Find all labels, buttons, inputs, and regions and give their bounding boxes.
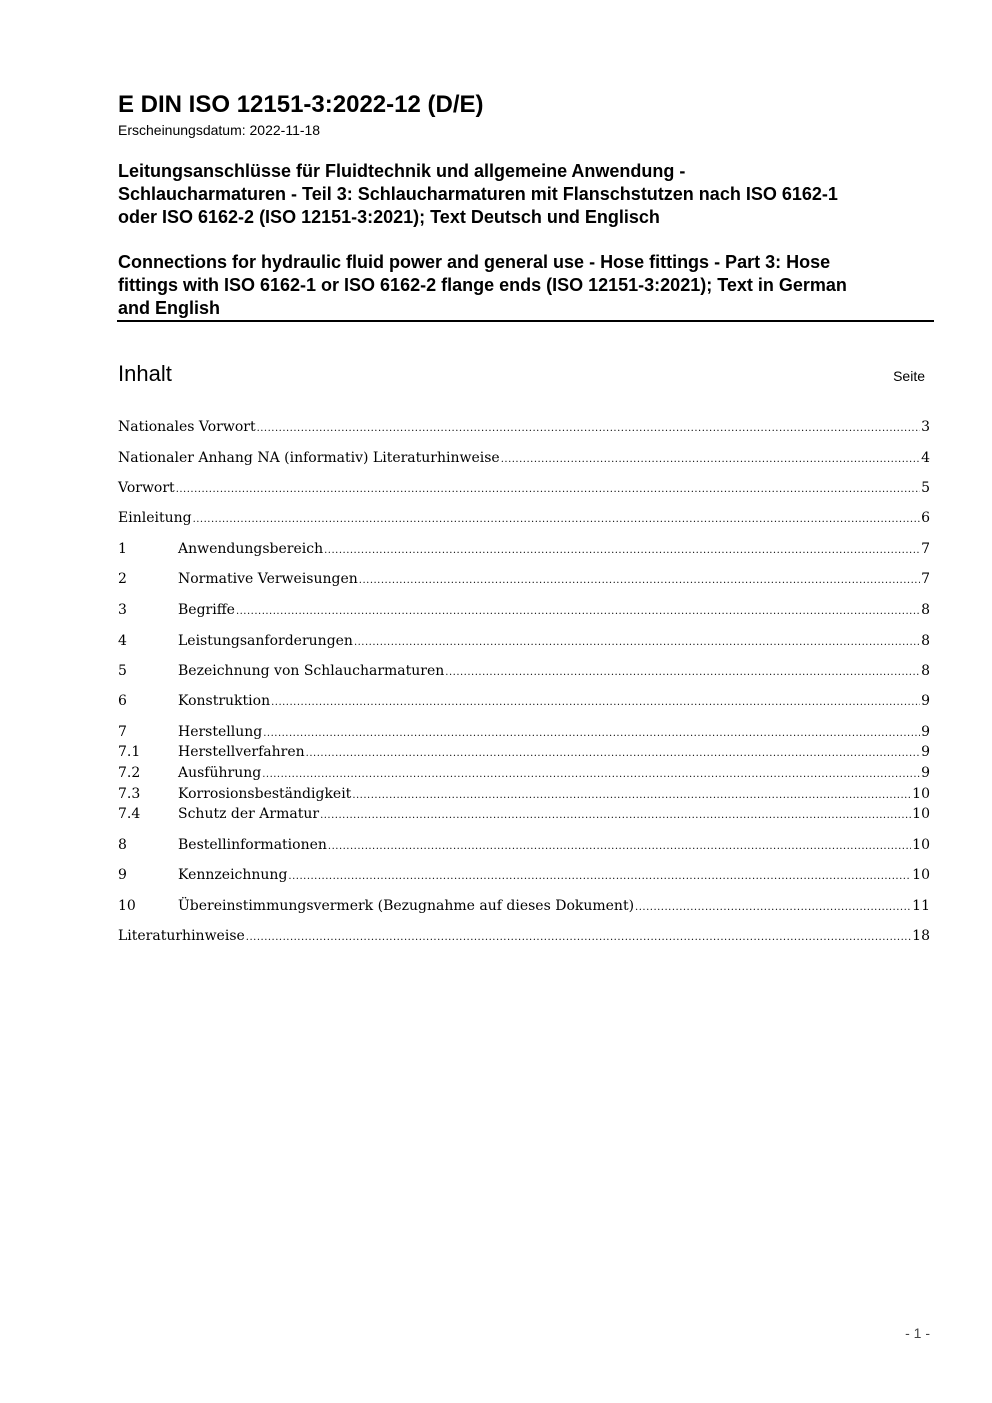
toc-entry-number: 6 [118, 693, 127, 709]
toc-entry-page: 4 [921, 450, 930, 466]
toc-leader-dots [257, 417, 921, 437]
toc-entry-7-2[interactable] [118, 763, 930, 783]
toc-leader-dots [271, 691, 920, 711]
toc-entry-number: 5 [118, 663, 127, 679]
toc-leader-dots [635, 896, 911, 916]
toc-entry-number: 3 [118, 602, 127, 618]
toc-entry-7-1[interactable] [118, 742, 930, 762]
toc-leader-dots [262, 763, 920, 783]
publication-date: Erscheinungsdatum: 2022-11-18 [118, 122, 321, 138]
toc-entry-nationaler-anhang[interactable] [118, 448, 930, 468]
toc-entry-title: Anwendungsbereich [178, 541, 324, 557]
toc-entry-title: Normative Verweisungen [178, 571, 358, 587]
toc-entry-7-4[interactable] [118, 804, 930, 824]
toc-leader-dots [501, 448, 920, 468]
toc-entry-8[interactable] [118, 835, 930, 855]
toc-entry-number: 7.3 [118, 786, 141, 802]
toc-entry-page: 9 [921, 724, 930, 740]
title-german: Leitungsanschlüsse für Fluidtechnik und allgemeine Anwendung - Schlaucharmaturen - Teil 3: Schlaucharmaturen mit Flanschstutzen nach ISO 6162-1 oder ISO 6162-2 (ISO 12151-3:2021); Text Deutsch und Englisch [118, 161, 838, 227]
toc-entry-1[interactable] [118, 539, 930, 559]
toc-entry-einleitung[interactable] [118, 508, 930, 528]
toc-entry-page: 5 [921, 480, 930, 496]
toc-leader-dots [320, 804, 911, 824]
toc-entry-title: Einleitung [118, 510, 192, 526]
toc-leader-dots [236, 600, 920, 620]
toc-entry-number: 10 [118, 898, 136, 914]
toc-leader-dots [288, 865, 911, 885]
title-divider [117, 320, 934, 322]
document-id: E DIN ISO 12151-3:2022-12 (D/E) [118, 91, 484, 118]
toc-entry-10[interactable] [118, 896, 930, 916]
toc-leader-dots [354, 631, 920, 651]
toc-leader-dots [193, 508, 921, 528]
toc-entry-number: 4 [118, 633, 127, 649]
toc-entry-title: Leistungsanforderungen [178, 633, 353, 649]
toc-entry-title: Herstellverfahren [178, 744, 305, 760]
toc-entry-number: 7.1 [118, 744, 141, 760]
toc-entry-2[interactable] [118, 569, 930, 589]
toc-entry-number: 1 [118, 541, 127, 557]
toc-entry-page: 7 [921, 541, 930, 557]
toc-entry-number: 8 [118, 837, 127, 853]
toc-entry-page: 8 [921, 633, 930, 649]
toc-entry-page: 10 [912, 867, 930, 883]
toc-entry-number: 7.2 [118, 765, 141, 781]
title-english: Connections for hydraulic fluid power and general use - Hose fittings - Part 3: Hose fittings with ISO 6162-1 or ISO 6162-2 flange ends (ISO 12151-3:2021); Text in German and English [118, 252, 847, 318]
toc-leader-dots [246, 926, 911, 946]
toc-entry-9[interactable] [118, 865, 930, 885]
toc-entry-page: 11 [912, 898, 930, 914]
toc-entry-page: 10 [912, 786, 930, 802]
toc-entry-3[interactable] [118, 600, 930, 620]
toc-entry-title: Nationaler Anhang NA (informativ) Literaturhinweise [118, 450, 500, 466]
toc-entry-page: 6 [921, 510, 930, 526]
toc-leader-dots [359, 569, 920, 589]
toc-entry-title: Schutz der Armatur [178, 806, 320, 822]
toc-entry-number: 7.4 [118, 806, 141, 822]
toc-leader-dots [352, 784, 911, 804]
toc-leader-dots [306, 742, 920, 762]
toc-entry-title: Literaturhinweise [118, 928, 245, 944]
toc-entry-title: Ausführung [178, 765, 262, 781]
toc-entry-title: Begriffe [178, 602, 235, 618]
toc-entry-number: 7 [118, 724, 127, 740]
toc-entry-title: Korrosionsbeständigkeit [178, 786, 352, 802]
toc-entry-number: 2 [118, 571, 127, 587]
toc-entry-page: 9 [921, 744, 930, 760]
toc-entry-page: 9 [921, 693, 930, 709]
toc-leader-dots [324, 539, 920, 559]
toc-entry-page: 9 [921, 765, 930, 781]
toc-entry-title: Konstruktion [178, 693, 271, 709]
toc-entry-page: 8 [921, 663, 930, 679]
toc-entry-title: Herstellung [178, 724, 263, 740]
toc-entry-7-3[interactable] [118, 784, 930, 804]
toc-entry-page: 18 [912, 928, 930, 944]
toc-page-label: Seite [893, 368, 925, 384]
toc-entry-4[interactable] [118, 631, 930, 651]
toc-entry-title: Nationales Vorwort [118, 419, 256, 435]
toc-entry-title: Bezeichnung von Schlaucharmaturen [178, 663, 445, 679]
toc-entry-title: Kennzeichnung [178, 867, 288, 883]
toc-entry-page: 7 [921, 571, 930, 587]
page-number: - 1 - [905, 1325, 930, 1341]
toc-entry-page: 10 [912, 837, 930, 853]
toc-entry-title: Bestellinformationen [178, 837, 327, 853]
toc-leader-dots [176, 478, 920, 498]
toc-entry-6[interactable] [118, 691, 930, 711]
toc-entry-literaturhinweise[interactable] [118, 926, 930, 946]
toc-entry-page: 8 [921, 602, 930, 618]
toc-entry-page: 10 [912, 806, 930, 822]
toc-entry-nationales-vorwort[interactable] [118, 417, 930, 437]
toc-entry-number: 9 [118, 867, 127, 883]
toc-heading: Inhalt [118, 361, 172, 386]
toc-entry-vorwort[interactable] [118, 478, 930, 498]
toc-leader-dots [445, 661, 920, 681]
toc-entry-5[interactable] [118, 661, 930, 681]
toc-leader-dots [328, 835, 911, 855]
toc-entry-7[interactable] [118, 722, 930, 742]
toc-entry-title: Übereinstimmungsvermerk (Bezugnahme auf dieses Dokument) [178, 898, 635, 914]
toc-entry-page: 3 [921, 419, 930, 435]
toc-entry-title: Vorwort [118, 480, 175, 496]
toc-leader-dots [263, 722, 920, 742]
